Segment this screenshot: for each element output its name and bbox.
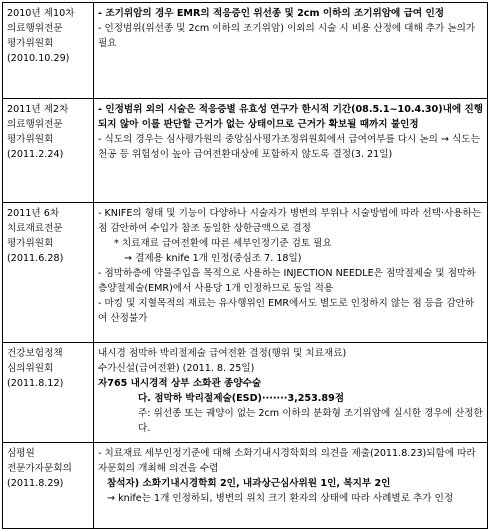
table-row: [3, 99, 488, 203]
meeting-name: 평가위원회: [7, 38, 54, 49]
decision-text: 내시경 점막하 박리절제술 급여전환 결정(행위 및 치료재료): [98, 348, 347, 359]
decision-text: - KNIFE의 형태 및 기능이 다양하나 시술자가 병변의 부위나 시술방법에 따라 선택·사용하는 점 감안하여 수입가 참조 동일한 상한금액으로 결정: [98, 208, 482, 234]
decision-note: * 치료재료 급여전환에 따른 세부인정기준 검토 필요: [114, 238, 332, 249]
attendees: 참석자) 소화기내시경학회 2인, 내과상근심사위원 1인, 복지부 2인: [107, 478, 391, 489]
decision-text: - 조기위암의 경우 EMR의 적응증인 위선종 및 2cm 이하의 조기위암에 급여 인정: [98, 8, 445, 19]
meeting-cell: [3, 3, 94, 99]
content-cell: [94, 343, 488, 443]
meeting-name: 심의위원회: [7, 363, 54, 374]
decision-text: - 식도의 경우는 심사평가원의 중앙심사평가조정위원회에서 급여여부를 다시 논의 → 식도는 천공 등 위험성이 높아 급여전환대상에 포함하지 않도록 결정(3. 21일): [98, 134, 480, 160]
meeting-cell: [3, 343, 94, 443]
decision-text: - 점막하층에 약물주입을 목적으로 사용하는 INJECTION NEEDLE은 점막절제술 및 점막하층양절제술(EMR)에서 사용당 1개 인정하므로 동일 적용: [98, 268, 476, 294]
decision-text: - 치료재료 세부인정기준에 대해 소화기내시경학회의 의견을 제출(2011.8.23)되함에 따라 자문회의 개최해 의견을 수렴: [98, 448, 476, 474]
meeting-name: 2011년 제2차: [7, 104, 69, 115]
meeting-date: (2011.8.12): [7, 378, 64, 389]
history-table: [2, 2, 488, 529]
decision-text: - 인정범위(위선종 및 2cm 이하의 조기위암) 이외의 시술 시 비용 산정에 대해 추가 논의가 필요: [98, 23, 476, 49]
meeting-name: 심평원: [7, 448, 35, 459]
meeting-name: 2010년 제10차: [7, 8, 75, 19]
fee-note: 주: 위선종 또는 궤양이 없는 2cm 이하의 분화형 조기위암에 실시한 경우에 산정한다.: [138, 408, 483, 434]
decision-text: - 인정범위 외의 시술은 적응증별 유효성 연구가 한시적 기간(08.5.1~10.4.30)내에 진행되지 않아 이를 판단할 근거가 없는 상태이므로 근거가 확보될 때까지 불인정: [98, 104, 483, 130]
content-cell: [94, 3, 488, 99]
decision-text: - 마킹 및 지혈목적의 재료는 유사행위인 EMR에서도 별도로 인정하지 않는 점 등을 감안하여 산정불가: [98, 298, 475, 324]
meeting-date: (2011.6.28): [7, 253, 64, 264]
decision-text: 수가신설(급여전환) (2011. 8. 25일): [98, 363, 255, 374]
decision-note: → 결제용 knife 1개 인정(중심조 7. 18일): [124, 253, 302, 264]
table-row: [3, 3, 488, 99]
decision-note: → knife는 1개 인정하되, 병변의 위치 크기 환자의 상태에 따라 사례별로 추가 인정: [107, 493, 454, 504]
meeting-cell: [3, 203, 94, 343]
table-row: [3, 203, 488, 343]
content-cell: [94, 203, 488, 343]
meeting-name: 평가위원회: [7, 238, 54, 249]
meeting-cell: [3, 99, 94, 203]
meeting-name: 의료행위전문: [7, 23, 63, 34]
meeting-date: (2011.8.29): [7, 478, 64, 489]
table-row: [3, 343, 488, 443]
meeting-name: 치료재료전문: [7, 223, 63, 234]
content-cell: [94, 99, 488, 203]
meeting-cell: [3, 443, 94, 529]
table-row: [3, 443, 488, 529]
meeting-name: 건강보험정책: [7, 348, 63, 359]
meeting-name: 전문가자문회의: [7, 463, 72, 474]
meeting-name: 의료행위전문: [7, 119, 63, 130]
meeting-date: (2011.2.24): [7, 149, 64, 160]
code-heading: 자765 내시경적 상부 소화관 종양수술: [98, 378, 262, 389]
meeting-date: (2010.10.29): [7, 53, 70, 64]
fee-item: 다. 점막하 박리절제술(ESD)·······3,253.89점: [138, 393, 345, 404]
meeting-name: 평가위원회: [7, 134, 54, 145]
meeting-name: 2011년 6차: [7, 208, 60, 219]
content-cell: [94, 443, 488, 529]
